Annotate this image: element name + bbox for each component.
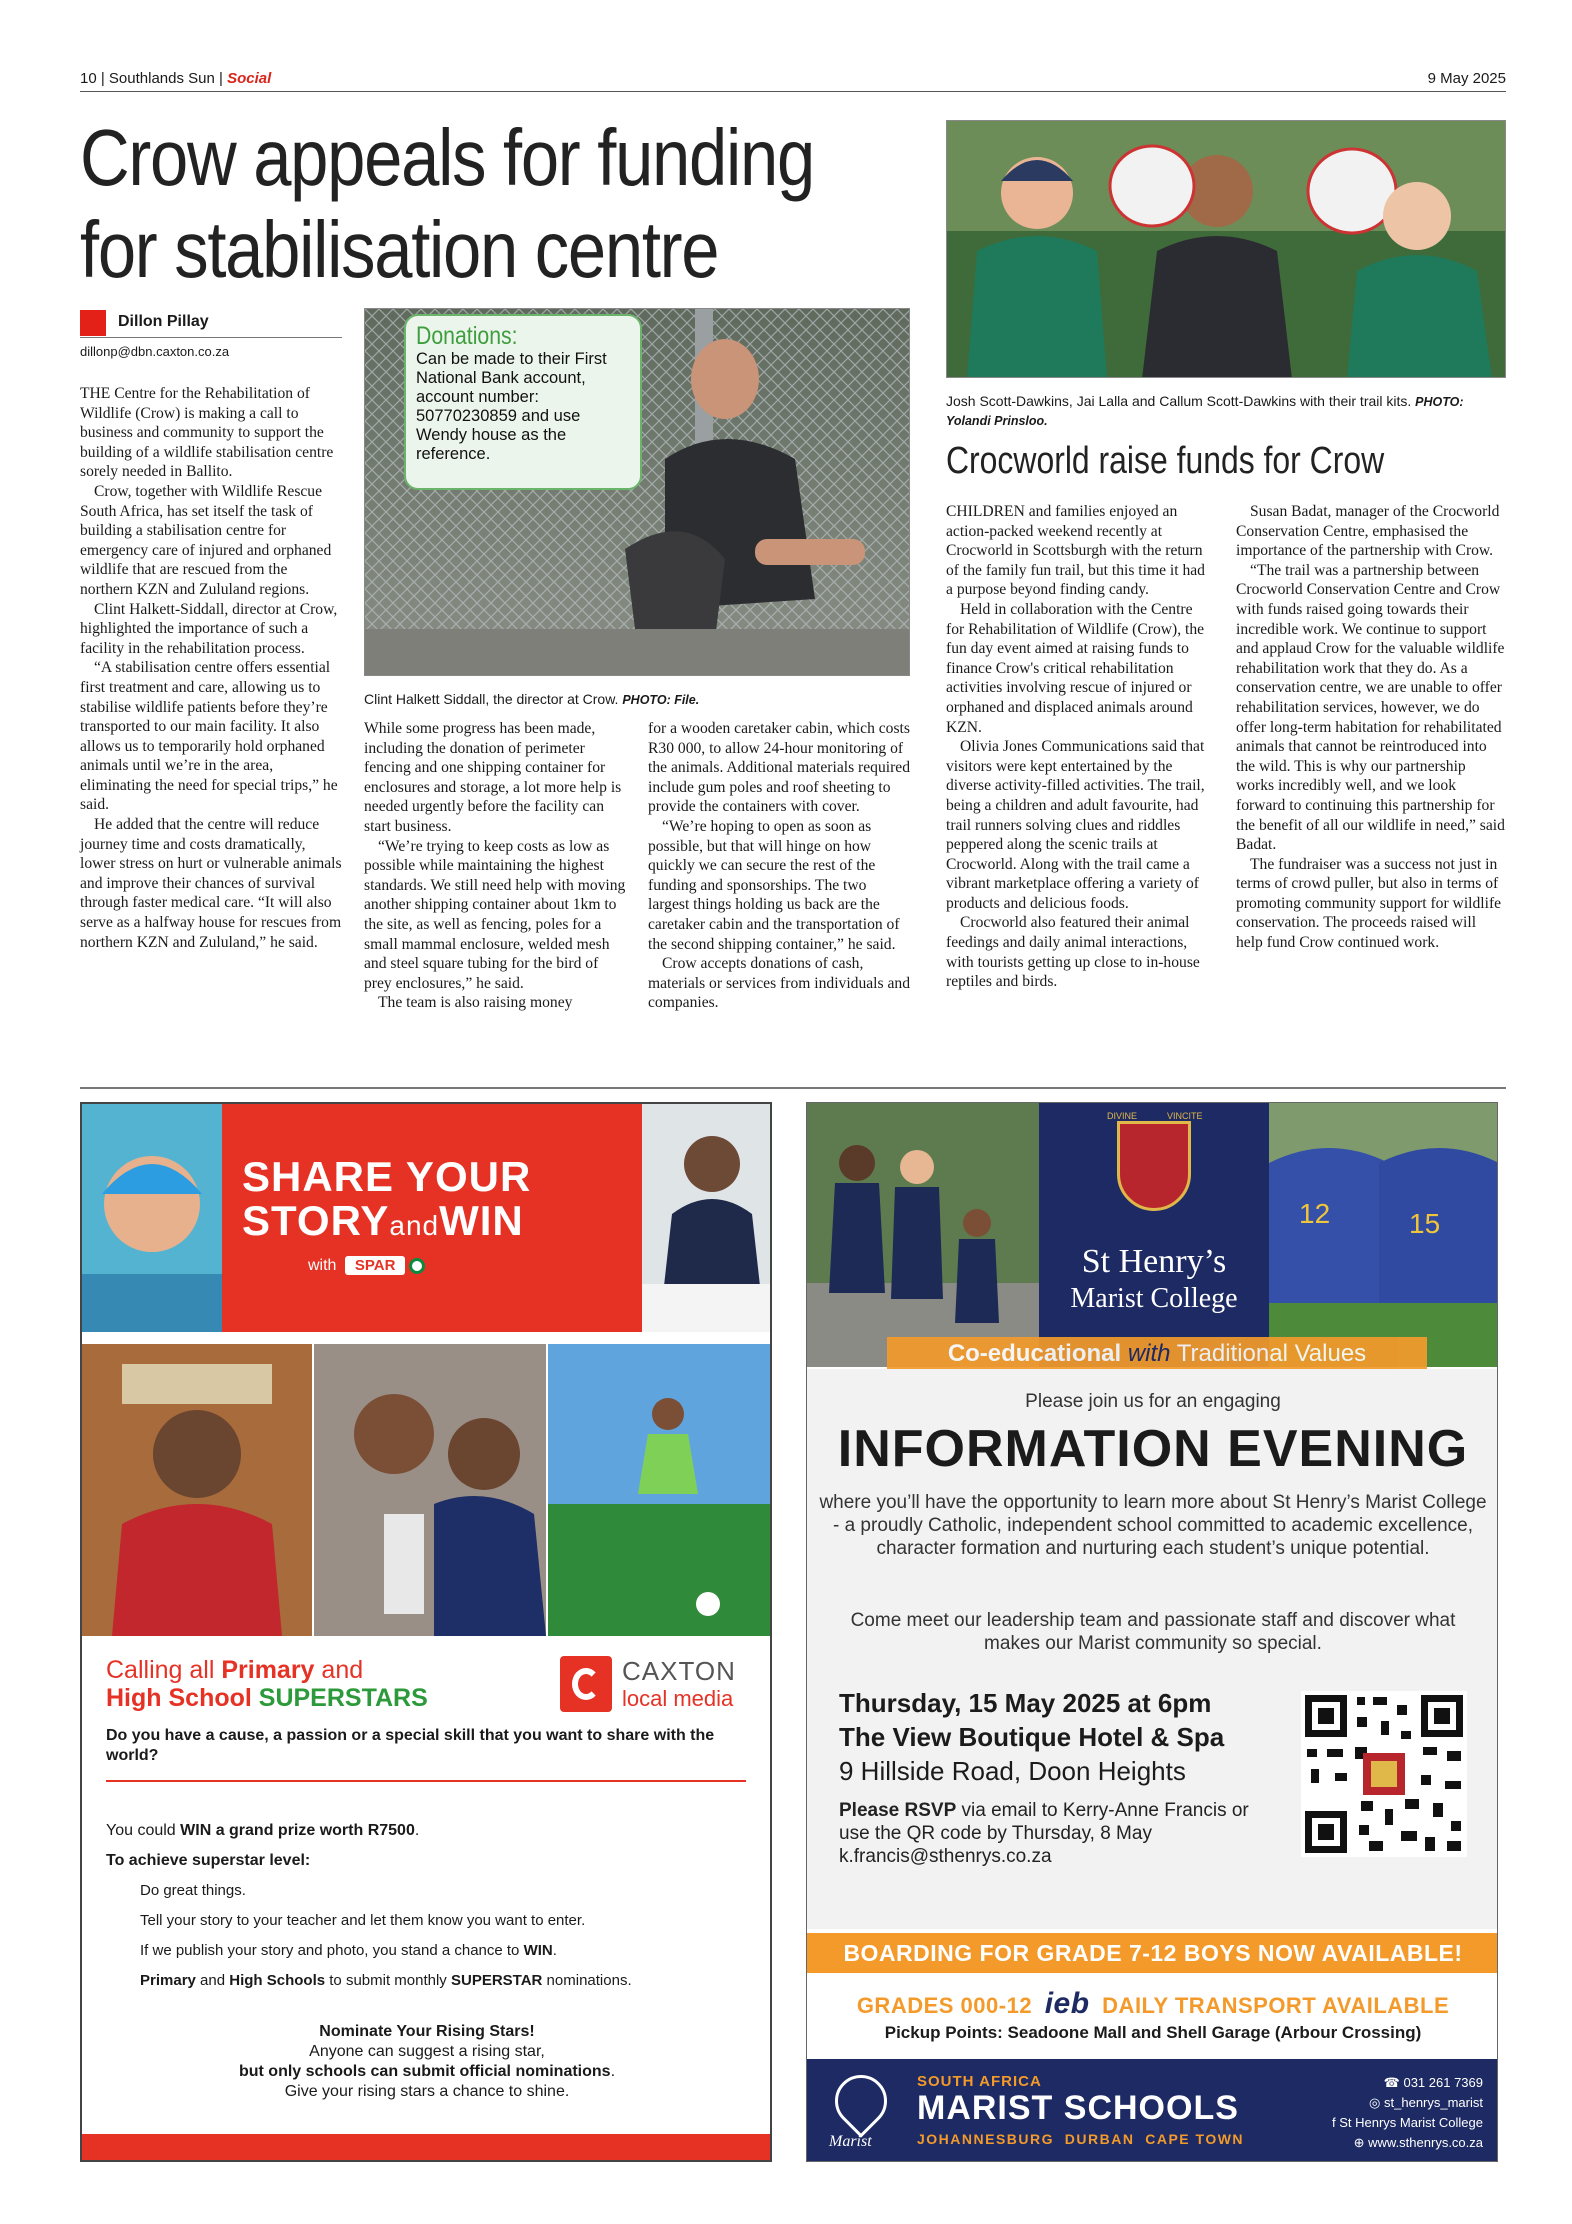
facebook-line [1332,2113,1483,2133]
website[interactable]: www.sthenrys.co.za [1368,2135,1483,2150]
kids-photo [946,120,1506,378]
instagram-line [1332,2093,1483,2113]
rsvp-rest: via email to Kerry-Anne Francis or use the QR code by Thursday, 8 May [839,1800,1249,1844]
nominate-block [82,2022,772,2102]
list-item: Tell your story to your teacher and let them know you want to enter. [140,1912,586,1929]
crest-motto-right: VINCITE [1167,1111,1203,1121]
south-africa-label: SOUTH AFRICA [917,2073,1042,2090]
nominate-title: Nominate Your Rising Stars! [319,2023,535,2040]
calling-text: Calling all [106,1656,222,1684]
win-line [106,1816,746,1846]
caption-text: Josh Scott-Dawkins, Jai Lalla and Callum Scott-Dawkins with their trail kits. [946,393,1416,409]
paragraph: CHILDREN and families enjoyed an action-packed weekend recently at Crocworld in Scottsburgh with the return of the family fun trail, but this time it had a purpose beyond finding candy. [946,503,1205,599]
rsvp-bold: Please RSVP [839,1800,957,1821]
paragraph: Olivia Jones Communications said that visitors were kept entertained by the diverse activity-filled activities. The trail, being a children and adult favourite, had trail runners solving clues and riddles peppered along the scenic trails at Crocworld. Along with the trail came a vibrant marketplace offering a variety of products and delicious foods. [946,738,1205,912]
article2-column-2 [1236,502,1506,953]
item4-post: nominations. [542,1972,632,1989]
kids-photo-caption [946,392,1506,430]
paragraph: The team is also raising money [378,994,573,1012]
crest-motto-left: DIVINE [1107,1111,1138,1121]
calling-primary: Primary [221,1656,315,1684]
donations-body: Can be made to their First National Bank account, account number: 50770230859 and use Wendy house as the reference. [416,350,607,463]
cities-line: JOHANNESBURG DURBAN CAPE TOWN [917,2131,1245,2147]
paragraph: Crow accepts donations of cash, materials or services from individuals and companies. [648,955,910,1012]
headline-line-2: for stabilisation centre [80,205,719,294]
nominate-line: Give your rising stars a chance to shine. [284,2083,570,2100]
microscope-photo [314,1344,546,1636]
instagram-handle: st_henrys_marist [1384,2095,1483,2110]
paragraph: Held in collaboration with the Centre for Rehabilitation of Wildlife (Crow), the fun day event aimed at raising funds to finance Crow's critical rehabilitation activities involving rescue of injured or orphaned and displaced animals around KZN. [946,600,1205,736]
event-date: Thursday, 15 May 2025 at 6pm [839,1688,1212,1718]
phone-icon: ☎ [1383,2075,1404,2090]
info-evening-heading: INFORMATION EVENING [837,1420,1469,1478]
marist-schools-wordmark: MARIST SCHOOLS [917,2089,1239,2127]
donations-box [404,314,642,490]
marist-schools-footer [807,2059,1498,2162]
phone-number: 031 261 7369 [1403,2075,1483,2090]
college-crest-icon [1117,1121,1191,1211]
st-henrys-marist-ad [806,1102,1498,2162]
college-crest-panel [1039,1103,1269,1367]
rsvp-text [839,1799,1259,1868]
win-bold: WIN a grand prize worth R7500 [180,1822,415,1839]
event-address: 9 Hillside Road, Doon Heights [839,1756,1186,1786]
item3-post: . [552,1942,557,1959]
headline-story-and-win [242,1197,524,1247]
please-join: Please join us for an engaging [1025,1391,1281,1412]
contact-block [1332,2073,1483,2153]
grades-transport-line [807,1987,1498,2021]
spar-logo: SPAR [345,1256,406,1275]
article1-column-2 [364,719,626,1013]
folio-page: 10 | Southlands Sun | [80,70,228,87]
headline-story: STORY [242,1197,390,1244]
phone-line [1332,2073,1483,2093]
headline-win: WIN [439,1197,524,1244]
facebook-page: St Henrys Marist College [1339,2115,1483,2130]
marist-heart-icon [824,2064,898,2138]
list-item: Do great things. [140,1882,246,1899]
calling-heading [106,1656,428,1712]
tagline-with: with [1127,1340,1171,1367]
swimmer-photo [82,1104,222,1332]
list-item [106,1936,746,1966]
byline-marker [80,310,106,336]
tagline-co-ed: Co-educational [947,1340,1122,1367]
info-paragraph: where you’ll have the opportunity to learn more about St Henry’s Marist College - a proudly Catholic, independent school committed to academic excellence, character formation and nurturing each student’s unique potential. [819,1492,1487,1559]
nominate-post: . [610,2063,616,2080]
caption-text: Clint Halkett Siddall, the director at Crow. [364,691,623,707]
item4-super: SUPERSTAR [450,1972,543,1989]
ad-footer-bar [82,2134,772,2162]
calling-and: and [314,1656,364,1684]
nominate-line: Anyone can suggest a rising star, [309,2043,545,2060]
grades-text: GRADES 000-12 [856,1993,1033,2018]
ieb-logo: ieb [1044,1987,1090,2020]
win-list [106,1816,746,1996]
win-pre: You could [106,1822,181,1839]
girl-books-photo [82,1344,312,1636]
item3-pre: If we publish your story and photo, you stand a chance to [140,1942,524,1959]
win-post: . [414,1822,420,1839]
item4-high: High Schools [229,1972,326,1989]
section-divider [80,1087,1506,1089]
paragraph: Clint Halkett-Siddall, director at Crow, highlighted the importance of such a facility in the rehabilitation process. [80,600,338,657]
paragraph: “A stabilisation centre offers essential first treatment and care, allowing us to stabilise wildlife patients before they’re transported to our main facility. It also allows us to temporarily hold orphaned animals until we’re in the area, eliminating the need for special trips,” he said. [80,659,338,814]
article-headline [80,112,906,296]
item4-primary: Primary [140,1972,196,1989]
achieve-line: To achieve superstar level: [106,1852,311,1869]
nominate-bold: but only schools can submit official nominations [238,2063,611,2080]
paragraph: “We’re trying to keep costs as low as possible while maintaining the highest standards. We still need help with moving another shipping container about 1km to the site, as well as fencing, poles for a small mammal enclosure, welded mesh and steel square tubing for the bird of prey enclosures,” he said. [364,837,626,992]
info-paragraph-2: Come meet our leadership team and passionate staff and discover what makes our Marist community so special. [850,1610,1456,1654]
svg-text:12: 12 [1299,1198,1331,1229]
caption-credit: PHOTO: Yolandi Prinsloo. [946,395,1464,428]
students-photo [807,1103,1039,1367]
folio-date: 9 May 2025 [1427,70,1506,87]
paragraph: THE Centre for the Rehabilitation of Wildlife (Crow) is making a call to business and community to support the building of a wildlife stabilisation centre sorely needed in Ballito. [80,385,334,481]
student-writing-photo [642,1104,772,1332]
transport-text: DAILY TRANSPORT AVAILABLE [1102,1993,1450,2018]
college-name-line2: Marist College [1070,1283,1238,1314]
rugby-photo [1269,1103,1498,1367]
ad-divider [106,1780,746,1782]
tagline-banner [887,1337,1427,1371]
paragraph: While some progress has been made, including the donation of perimeter fencing and one shipping container for enclosures and storage, a lot more help is needed urgently before the facility can start business. [364,720,622,835]
web-line [1332,2133,1483,2153]
event-venue: The View Boutique Hotel & Spa [839,1722,1225,1752]
info-panel [807,1369,1498,1929]
author-name: Dillon Pillay [118,313,209,330]
paragraph: “We’re hoping to open as soon as possible, but that will hinge on how quickly we can secure the rest of the funding and sponsorships. The two largest things holding us back are the caretaker cabin and the transportation of the second shipping container,” he said. [648,817,900,953]
question-text: Do you have a cause, a passion or a special skill that you want to share with the world? [106,1727,715,1764]
caption-credit: PHOTO: File. [622,693,700,707]
item3-bold: WIN [523,1942,553,1959]
author-email: dillonp@dbn.caxton.co.za [80,344,230,359]
calling-high-school: High School [106,1684,259,1712]
instagram-icon: ◎ [1369,2095,1385,2110]
spar-share-your-story-ad [80,1102,772,2162]
folio-section: Social [227,70,272,87]
caxton-mark-icon [560,1656,612,1712]
paragraph: for a wooden caretaker cabin, which costs R30 000, to allow 24-hour monitoring of the animals. Additional materials required include gum poles and roof sheeting to provide the containers with cover. [648,720,910,816]
globe-icon: ⊕ [1353,2135,1369,2150]
rsvp-email: k.francis@sthenrys.co.za [839,1846,1052,1867]
facebook-icon: f [1331,2115,1340,2130]
with-spar [308,1256,425,1275]
spar-tree-icon [409,1258,425,1274]
pickup-points: Pickup Points: Seadoone Mall and Shell Garage (Arbour Crossing) [884,2023,1422,2042]
list-item [106,1966,746,1996]
marist-script-logo: Marist [829,2133,872,2150]
item4-and: and [195,1972,230,1989]
headline-and: and [389,1210,440,1241]
article2-headline: Crocworld raise funds for Crow [946,440,1385,482]
byline [80,308,342,338]
svg-text:15: 15 [1409,1208,1441,1239]
tagline-traditional: Traditional Values [1176,1340,1367,1367]
paragraph: Crow, together with Wildlife Rescue South Africa, has set itself the task of building a stabilisation centre for emergency care of injured and orphaned wildlife that are rescued from the northern KZN and Zululand regions. [80,482,332,598]
item4-mid: to submit monthly [325,1972,451,1989]
qr-code-icon[interactable] [1301,1691,1467,1857]
headline-line-1: Crow appeals for funding [80,113,814,202]
paragraph: Crocworld also featured their animal feedings and daily animal interactions, with tourists getting up close to in-house reptiles and birds. [946,914,1200,991]
calling-superstars: SUPERSTARS [258,1684,428,1712]
paragraph: The fundraiser was a success not just in terms of crowd puller, but also in terms of promoting community support for wildlife conservation. The proceeds raised will help fund Crow continued work. [1236,855,1502,952]
paragraph: “The trail was a partnership between Crocworld Conservation Centre and Crow with funds raised going towards their incredible work. We continue to support and applaud Crow for the valuable wildlife rehabilitation work that they do. As a conservation centre, we are unable to offer rehabilitation services, however, we do offer long-term habitation for rehabilitated animals that cannot be reintroduced into the wild. This is why our partnership works incredibly well, and we look forward to continuing this partnership for the benefit of all our wildlife in need,” said Badat. [1236,561,1505,854]
caxton-wordmark: CAXTON [622,1656,736,1686]
paragraph: Susan Badat, manager of the Crocworld Conservation Centre, emphasised the importance of the partnership with Crow. [1236,503,1500,560]
paragraph: He added that the centre will reduce journey time and costs dramatically, lower stress on hurt or vulnerable animals and improve their chances of survival through faster medical care. “It will also serve as a halfway house for rescues from northern KZN and Zululand,” he said. [80,816,342,951]
donations-title: Donations: [416,322,518,350]
caxton-sub: local media [622,1686,734,1711]
college-name-line1: St Henry’s [1081,1243,1227,1280]
article1-column-1 [80,384,342,952]
page-folio [80,70,1506,92]
headline-share-your: SHARE YOUR [242,1153,532,1200]
article2-column-1 [946,502,1208,992]
clint-photo-caption [364,690,910,709]
caxton-logo [560,1656,760,1716]
boarding-banner: BOARDING FOR GRADE 7-12 BOYS NOW AVAILABLE! [807,1933,1498,1973]
soccer-photo [548,1344,772,1636]
share-story-banner [222,1104,642,1332]
with-text: with [308,1257,337,1274]
article1-column-3 [648,719,910,1013]
